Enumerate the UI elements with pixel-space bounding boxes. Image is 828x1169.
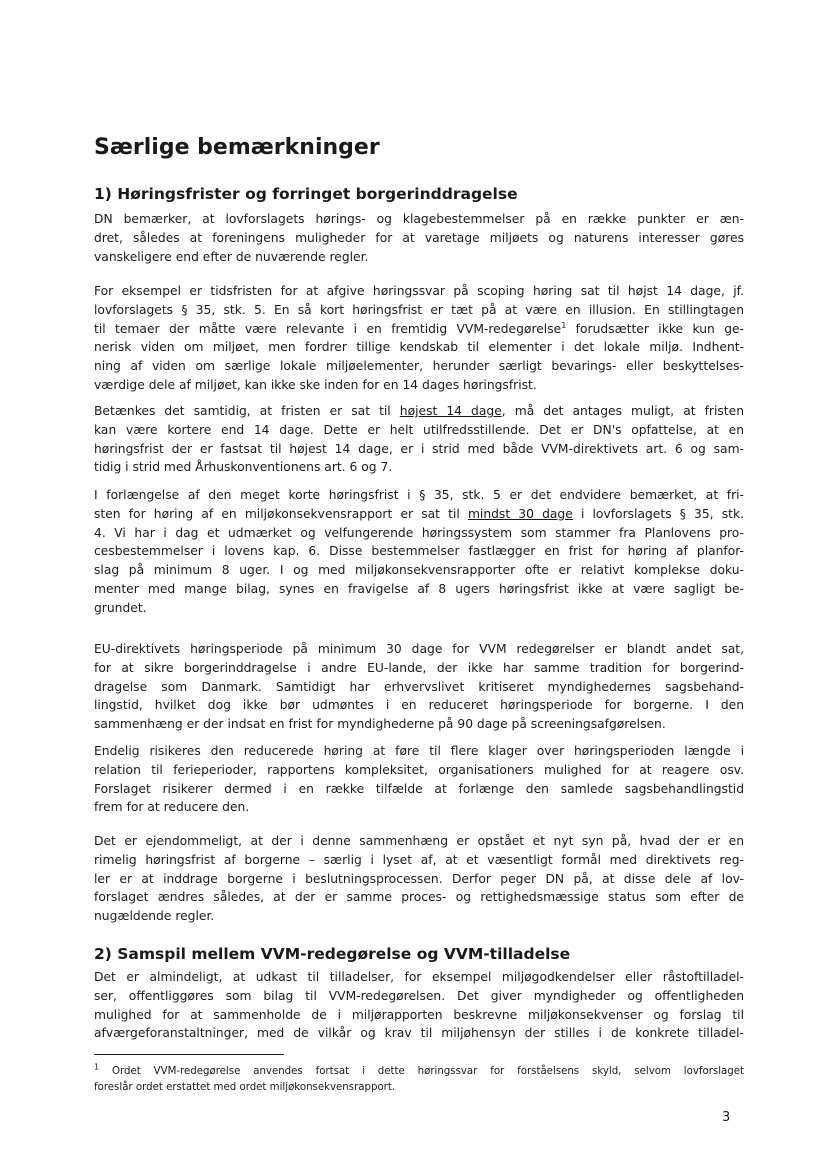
- text-line: [94, 402, 744, 421]
- text-line: forslaget ændres således, at der er samme proces- og rettighedsmæssige status som efter de: [94, 890, 744, 905]
- text-segment: , må det antages muligt, at fristen: [501, 404, 744, 418]
- text-line: I forlængelse af den meget korte høringsfrist i § 35, stk. 5 er det endvidere bemærket, at fri-: [94, 488, 744, 502]
- text-line: ler er at inddrage borgerne i beslutningsprocessen. Derfor peger DN på, at disse dele af lov-: [94, 871, 744, 886]
- section-1-paragraph-2: [94, 282, 744, 395]
- text-line: høringsfrist der er fastsat til højest 14 dage, er i strid med både VVM-direktivets art. 6 og sam-: [94, 441, 744, 456]
- text-segment: sten for høring af en miljøkonsekvensrapport er sat til: [94, 506, 468, 521]
- text-line: [94, 1064, 744, 1080]
- text-segment: forudsætter ikke kun ge-: [566, 321, 744, 336]
- text-line: 4. Vi har i dag et udmærket og velfungerende høringssystem som stammer fra Planlovens pro-: [94, 525, 744, 540]
- text-line: rimelig høringsfrist af borgerne – særlig i lyset af, at et væsentligt formål med direktivets reg-: [94, 852, 744, 867]
- section-1-paragraph-3: [94, 402, 744, 477]
- text-segment: til temaer der måtte være relevante i en fremtidig VVM-redegørelse: [94, 321, 562, 336]
- section-2-paragraph-1: [94, 968, 744, 1043]
- text-line: sammenhæng er der indsat en frist for myndighederne på 90 dage på screeningsafgørelsen.: [94, 717, 666, 732]
- section-1-paragraph-7: [94, 832, 744, 926]
- section-2-heading: 2) Samspil mellem VVM-redegørelse og VVM-tilladelse: [94, 945, 571, 963]
- text-segment: Ordet VVM-redegørelse anvendes fortsat i dette høringssvar for forståelsens skyld, selvom lovforslaget: [99, 1066, 744, 1077]
- text-line: Det er ejendommeligt, at der i denne sammenhæng er opstået et nyt syn på, hvad der er en: [94, 834, 744, 848]
- section-1-paragraph-6: [94, 742, 744, 817]
- footnote-divider: [94, 1054, 284, 1055]
- section-1-paragraph-4: [94, 486, 744, 618]
- text-line: menter med mange bilag, synes en fravigelse af 8 ugers høringsfrist ikke at være sagligt be-: [94, 581, 744, 596]
- text-line: grundet.: [94, 600, 147, 615]
- text-line: foreslår ordet erstattet med ordet miljøkonsekvensrapport.: [94, 1081, 396, 1093]
- text-line: kan være kortere end 14 dage. Dette er helt utilfredsstillende. Det er DN's opfattelse, at en: [94, 422, 744, 437]
- text-line: dragelse som Danmark. Samtidigt har erhvervslivet kritiseret myndighedernes sagsbehand-: [94, 679, 744, 694]
- text-line: nugældende regler.: [94, 909, 215, 924]
- text-line: For eksempel er tidsfristen for at afgive høringssvar på scoping høring sat til højst 14 dage, jf.: [94, 284, 744, 298]
- text-line: værdige dele af miljøet, kan ikke ske inden for en 14 dages høringsfrist.: [94, 377, 537, 392]
- text-line: lovforslagets § 35, stk. 5. En så kort høringsfrist er tæt på at være en illusion. En stillingtagen: [94, 302, 744, 317]
- text-line: cesbestemmelser i lovens kap. 6. Disse bestemmelser fastlægger en frist for høring af planfor-: [94, 544, 744, 559]
- footnote: [94, 1064, 744, 1095]
- text-line: ning af viden om særlige lokale miljøelementer, herunder særligt bevarings- eller beskyttelses-: [94, 359, 744, 374]
- page-number: 3: [722, 1110, 731, 1125]
- text-segment: i lovforslagets § 35, stk.: [572, 506, 744, 521]
- underlined-text: mindst 30 dage: [467, 506, 573, 521]
- underlined-text: højest 14 dage: [399, 404, 502, 418]
- text-line: slag på minimum 8 uger. I og med miljøkonsekvensrapporter ofte er relativt komplekse doku-: [94, 563, 744, 578]
- text-line: nerisk viden om miljøet, men fordrer tillige kendskab til elementer i det lokale miljø. Indhent-: [94, 340, 744, 355]
- text-line: dret, således at foreningens muligheder for at varetage miljøets og naturens interesser gøres: [94, 230, 744, 245]
- text-line: ser, offentliggøres som bilag til VVM-redegørelsen. Det giver myndigheder og offentligheden: [94, 988, 744, 1003]
- text-line: DN bemærker, at lovforslagets hørings- og klagebestemmelser på en række punkter er æn-: [94, 212, 744, 226]
- text-line: [94, 505, 744, 524]
- text-line: EU-direktivets høringsperiode på minimum 30 dage for VVM redegørelser er blandt andet sat,: [94, 642, 744, 656]
- section-1-paragraph-1: [94, 210, 744, 266]
- text-line: Endelig risikeres den reducerede høring at føre til flere klager over høringsperioden længde i: [94, 744, 744, 758]
- text-line: [94, 320, 744, 339]
- section-1-paragraph-5: [94, 640, 744, 734]
- text-line: Forslaget risikerer dermed i en række tilfælde at forlænge den samlede sagsbehandlingstid: [94, 781, 744, 796]
- text-line: relation til ferieperioder, rapportens kompleksitet, organisationers mulighed for at reagere osv.: [94, 762, 744, 777]
- text-line: vanskeligere end efter de nuværende regler.: [94, 249, 369, 264]
- footnote-reference[interactable]: 1: [561, 320, 567, 330]
- text-line: lingstid, hvilket dog ikke bør udmøntes i en reduceret høringsperiode for borgerne. I den: [94, 698, 744, 713]
- text-segment: Betænkes det samtidig, at fristen er sat til: [94, 404, 400, 418]
- text-line: for at sikre borgerinddragelse i andre EU-lande, der ikke har samme tradition for borgerind-: [94, 660, 744, 675]
- text-line: frem for at reducere den.: [94, 800, 250, 815]
- text-line: Det er almindeligt, at udkast til tilladelser, for eksempel miljøgodkendelser eller råstoftilladel-: [94, 970, 744, 984]
- section-1-heading: 1) Høringsfrister og forringet borgerinddragelse: [94, 185, 518, 203]
- footnote-marker: 1: [94, 1062, 100, 1072]
- text-line: tidig i strid med Århuskonventionens art. 6 og 7.: [94, 460, 393, 475]
- page-title: Særlige bemærkninger: [94, 135, 380, 160]
- text-line: mulighed for at sammenholde de i miljørapporten beskrevne miljøkonsekvenser og forslag til: [94, 1007, 744, 1022]
- text-line: afværgeforanstaltninger, med de vilkår og krav til miljøhensyn der stilles i de konkrete tilladel-: [94, 1026, 744, 1041]
